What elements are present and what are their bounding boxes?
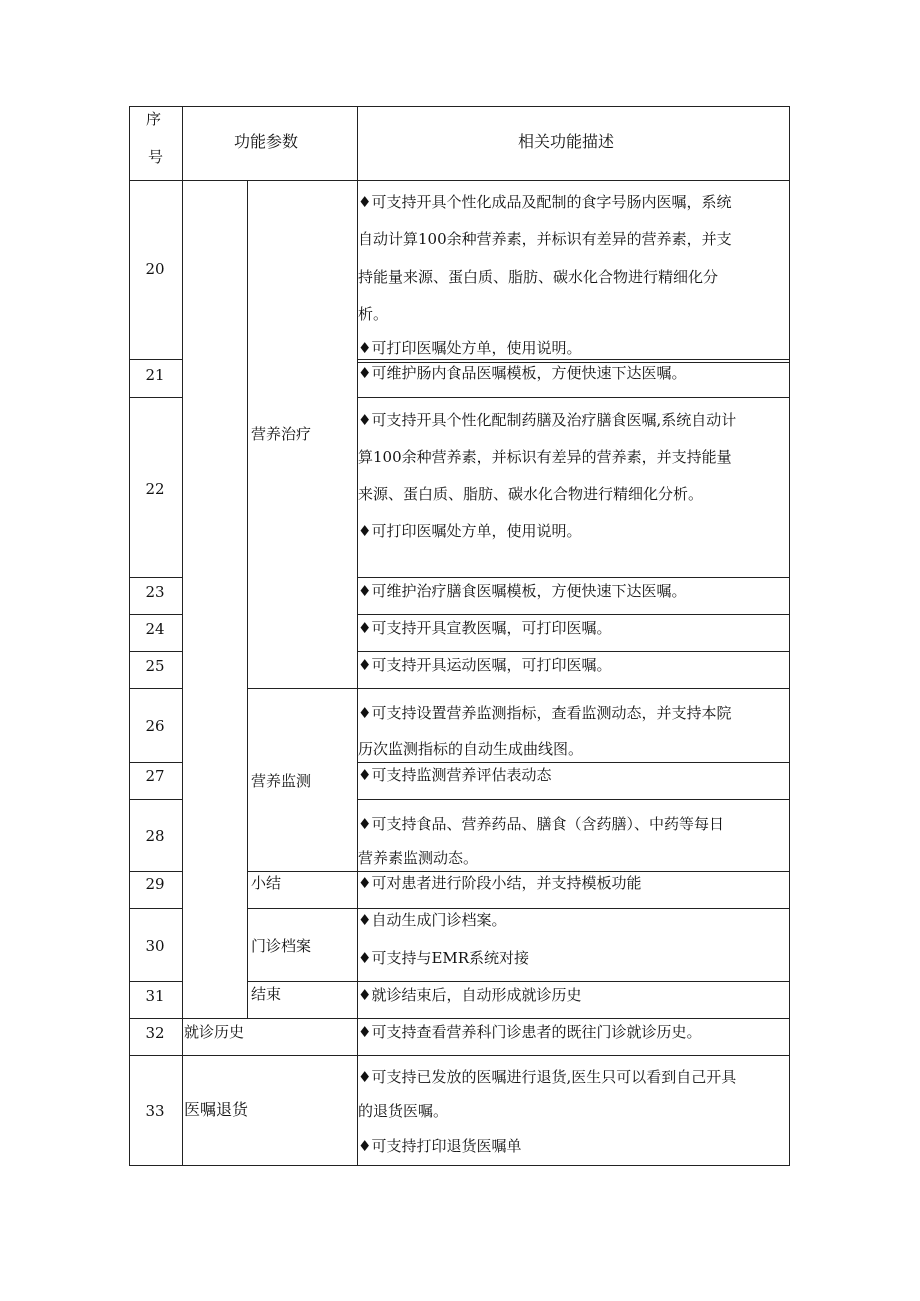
row-description-line: ♦可支持查看营养科门诊患者的既往门诊就诊历史。: [358, 1023, 702, 1041]
row-description-line: ♦可对患者进行阶段小结，并支持模板功能: [358, 874, 642, 892]
row-description-line: ♦可维护肠内食品医嘱模板，方便快速下达医嘱。: [358, 364, 687, 382]
group-rule: [247, 908, 358, 909]
row-number: 27: [145, 767, 165, 785]
row-description-line: 持能量来源、蛋白质、脂肪、碳水化合物进行精细化分: [358, 268, 719, 286]
row-description-line: 自动计算100余种营养素，并标识有差异的营养素，并支: [358, 230, 732, 248]
seq-row-rule: [129, 871, 183, 872]
row-description-line: ♦可支持打印退货医嘱单: [358, 1137, 522, 1155]
row-description-line: ♦可支持已发放的医嘱进行退货,医生只可以看到自己开具: [358, 1068, 737, 1086]
row-description-line: 的退货医嘱。: [358, 1102, 449, 1120]
desc-row-rule: [357, 908, 790, 909]
seq-row-rule: [129, 577, 183, 578]
seq-row-rule: [129, 762, 183, 763]
row-description-line: ♦就诊结束后，自动形成就诊历史: [358, 986, 582, 1004]
header-bottom-rule: [129, 180, 790, 181]
group-order-return: 医嘱退货: [184, 1100, 249, 1119]
seq-row-rule: [129, 1018, 183, 1019]
row-description-line: ♦可支持开具个性化成品及配制的食字号肠内医嘱，系统: [358, 193, 732, 211]
group-nutrition-monitoring: 营养监测: [251, 772, 312, 790]
group-end: 结束: [251, 985, 282, 1003]
group-nutrition-therapy: 营养治疗: [251, 425, 312, 443]
row-description-line: 营养素监测动态。: [358, 849, 479, 867]
seq-row-rule: [129, 908, 183, 909]
group-rule: [247, 688, 358, 689]
row-description-line: ♦可支持与EMR系统对接: [358, 949, 530, 967]
seq-row-rule: [129, 651, 183, 652]
row-description-line: ♦可打印医嘱处方单，使用说明。: [358, 522, 582, 540]
seq-column-divider: [182, 106, 183, 1166]
desc-row-rule: [357, 981, 790, 982]
group-visit-history: 就诊历史: [184, 1023, 245, 1041]
group-outpatient-archive: 门诊档案: [251, 937, 312, 955]
row-description-line: ♦自动生成门诊档案。: [358, 911, 507, 929]
desc-row-rule: [357, 1055, 790, 1056]
row-description-line: 历次监测指标的自动生成曲线图。: [358, 740, 584, 758]
desc-row-rule: [357, 651, 790, 652]
group-rule: [247, 981, 358, 982]
header-seq-line1: 序: [146, 110, 162, 128]
row-number: 20: [145, 260, 165, 278]
row-description-line: 来源、蛋白质、脂肪、碳水化合物进行精细化分析。: [358, 485, 704, 503]
row-description-line: ♦可打印医嘱处方单，使用说明。: [358, 339, 582, 357]
row-description-line: ♦可维护治疗膳食医嘱模板，方便快速下达医嘱。: [358, 582, 687, 600]
desc-row-rule: [357, 688, 790, 689]
group-rule: [182, 1018, 358, 1019]
seq-row-rule: [129, 397, 183, 398]
row-number: 32: [145, 1024, 165, 1042]
row-description-line: 算100余种营养素，并标识有差异的营养素，并支持能量: [358, 448, 732, 466]
seq-row-rule: [129, 799, 183, 800]
seq-row-rule: [129, 614, 183, 615]
desc-row-rule: [357, 397, 790, 398]
desc-row-rule: [357, 614, 790, 615]
desc-row-rule: [357, 359, 790, 360]
desc-row-rule: [357, 871, 790, 872]
row-description-line: ♦可支持开具个性化配制药膳及治疗膳食医嘱,系统自动计: [358, 411, 737, 429]
table-top-border: [129, 106, 790, 107]
header-param: 功能参数: [234, 132, 299, 151]
group-rule: [182, 1055, 358, 1056]
seq-row-rule: [129, 688, 183, 689]
desc-row-rule: [357, 1018, 790, 1019]
group-rule: [247, 871, 358, 872]
group-summary: 小结: [251, 874, 282, 892]
row-number: 21: [145, 366, 165, 384]
row-number: 22: [145, 480, 165, 498]
row-number: 23: [145, 583, 165, 601]
row-number: 33: [145, 1102, 165, 1120]
seq-row-rule: [129, 981, 183, 982]
row-number: 31: [145, 987, 165, 1005]
row-description-line: ♦可支持设置营养监测指标，查看监测动态，并支持本院: [358, 704, 732, 722]
header-seq-line2: 号: [148, 148, 164, 166]
row-number: 25: [145, 657, 165, 675]
row-description-line: ♦可支持开具运动医嘱，可打印医嘱。: [358, 656, 612, 674]
row-number: 29: [145, 875, 165, 893]
desc-row-rule: [357, 799, 790, 800]
row-description-line: 析。: [358, 305, 389, 323]
row-number: 28: [145, 827, 165, 845]
desc-row-rule-inner: [357, 362, 790, 363]
row-number: 30: [145, 937, 165, 955]
table-bottom-border: [129, 1165, 790, 1166]
header-desc: 相关功能描述: [518, 132, 615, 151]
row-number: 26: [145, 717, 165, 735]
row-description-line: ♦可支持食品、营养药品、膳食（含药膳）、中药等每日: [358, 815, 724, 833]
row-number: 24: [145, 620, 165, 638]
seq-row-rule: [129, 1055, 183, 1056]
table-right-border: [789, 106, 790, 1166]
row-description-line: ♦可支持监测营养评估表动态: [358, 766, 552, 784]
desc-row-rule: [357, 762, 790, 763]
desc-row-rule: [357, 577, 790, 578]
seq-row-rule: [129, 359, 183, 360]
subparam-column-divider: [247, 180, 248, 1019]
row-description-line: ♦可支持开具宣教医嘱，可打印医嘱。: [358, 619, 612, 637]
